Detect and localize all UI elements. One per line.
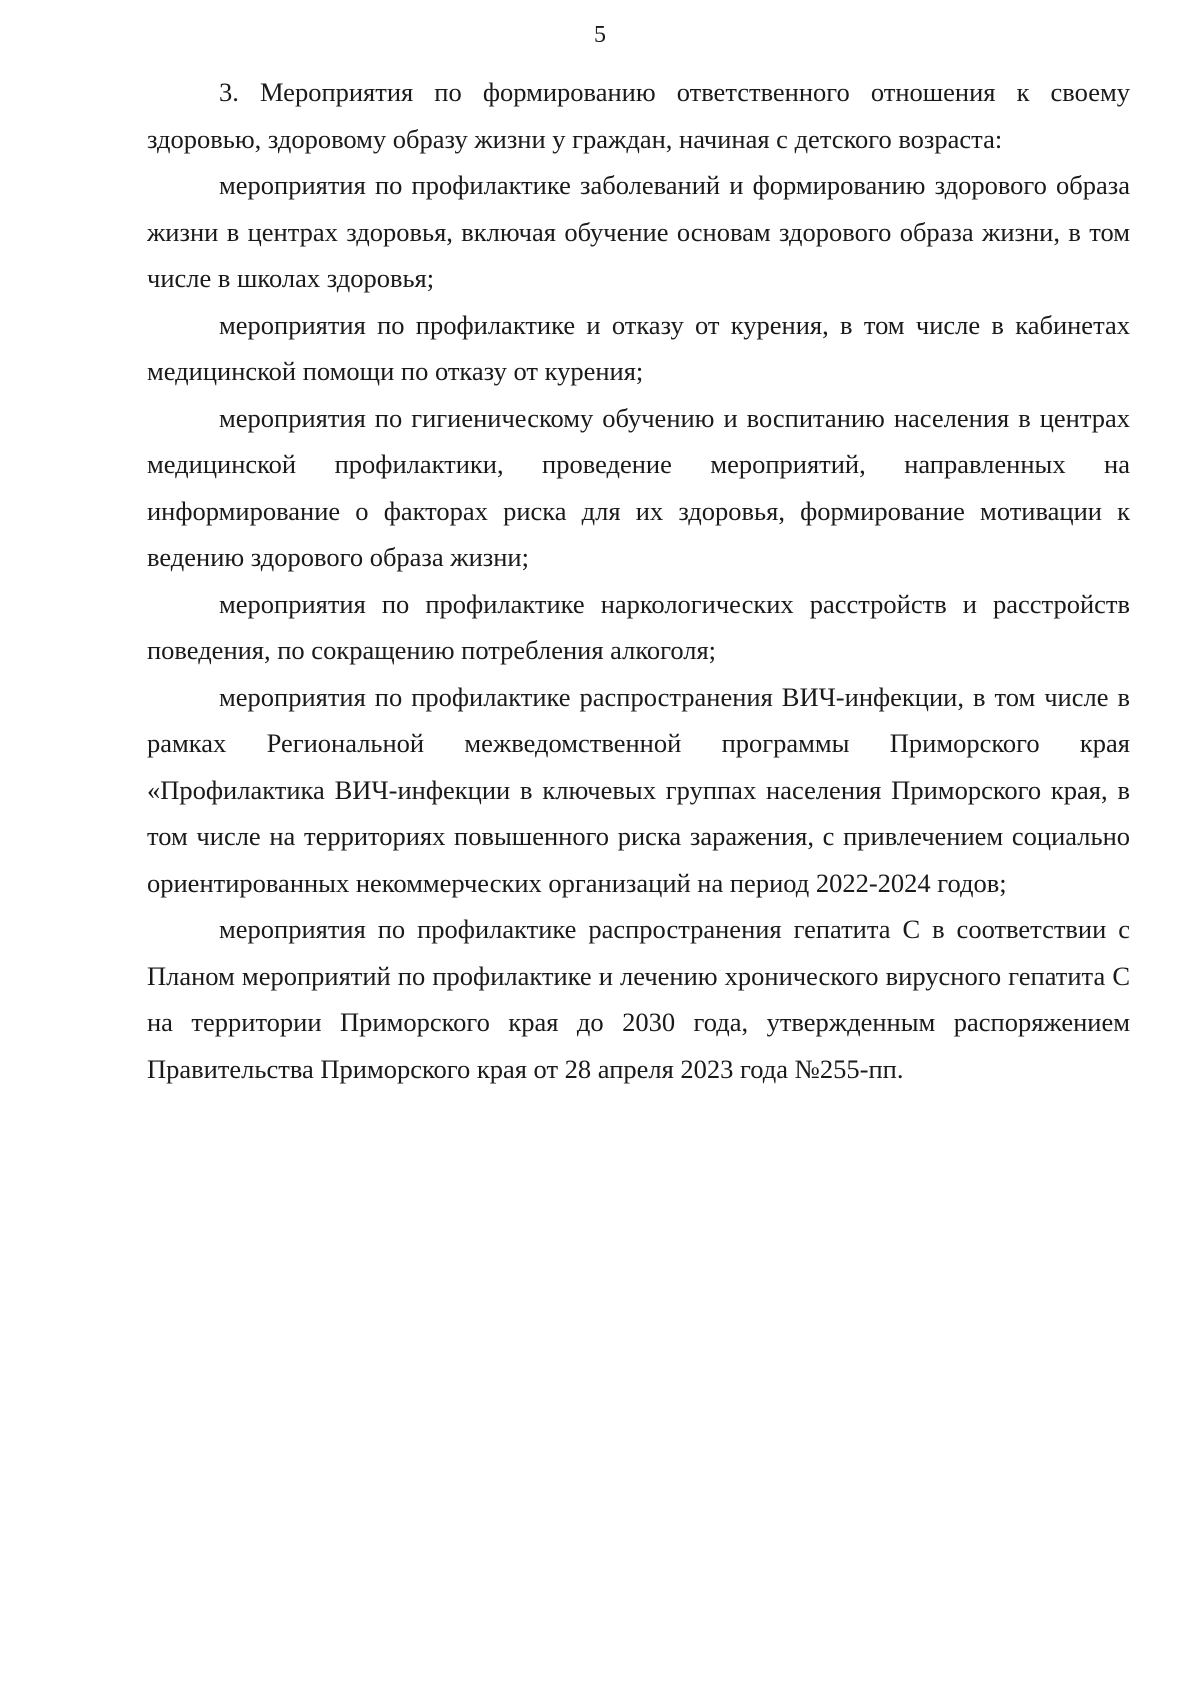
paragraph-section-3-heading: 3. Мероприятия по формированию ответственного отношения к своему здоровью, здоровому образу жизни у граждан, начиная с детского возраста:	[147, 77, 1130, 154]
paragraph-addiction-prevention: мероприятия по профилактике наркологических расстройств и расстройств поведения, по сокращению потребления алкоголя;	[147, 588, 1130, 665]
page-number: 5	[594, 22, 606, 48]
paragraph-hepatitis-prevention: мероприятия по профилактике распространения гепатита С в соответствии с Планом мероприятий по профилактике и лечению хронического вирусного гепатита С на территории Приморского края до 2030 года, утвержденным распоряжением Правительства Приморского края от 28 апреля 2023 года №255-пп.	[147, 914, 1130, 1084]
paragraph-smoking-prevention: мероприятия по профилактике и отказу от курения, в том числе в кабинетах медицинской помощи по отказу от курения;	[147, 309, 1130, 386]
paragraph-hygiene-education: мероприятия по гигиеническому обучению и воспитанию населения в центрах медицинской профилактики, проведение мероприятий, направленных на информирование о факторах риска для их здоровья, формирование мотивации к ведению здорового образа жизни;	[147, 402, 1130, 572]
paragraph-health-centers: мероприятия по профилактике заболеваний и формированию здорового образа жизни в центрах здоровья, включая обучение основам здорового образа жизни, в том числе в школах здоровья;	[147, 170, 1130, 293]
document-body	[147, 69, 1130, 1092]
paragraph-hiv-prevention: мероприятия по профилактике распространения ВИЧ-инфекции, в том числе в рамках Региональной межведомственной программы Приморского края «Профилактика ВИЧ-инфекции в ключевых группах населения Приморского края, в том числе на территориях повышенного риска заражения, с привлечением социально ориентированных некоммерческих организаций на период 2022-2024 годов;	[147, 681, 1130, 898]
